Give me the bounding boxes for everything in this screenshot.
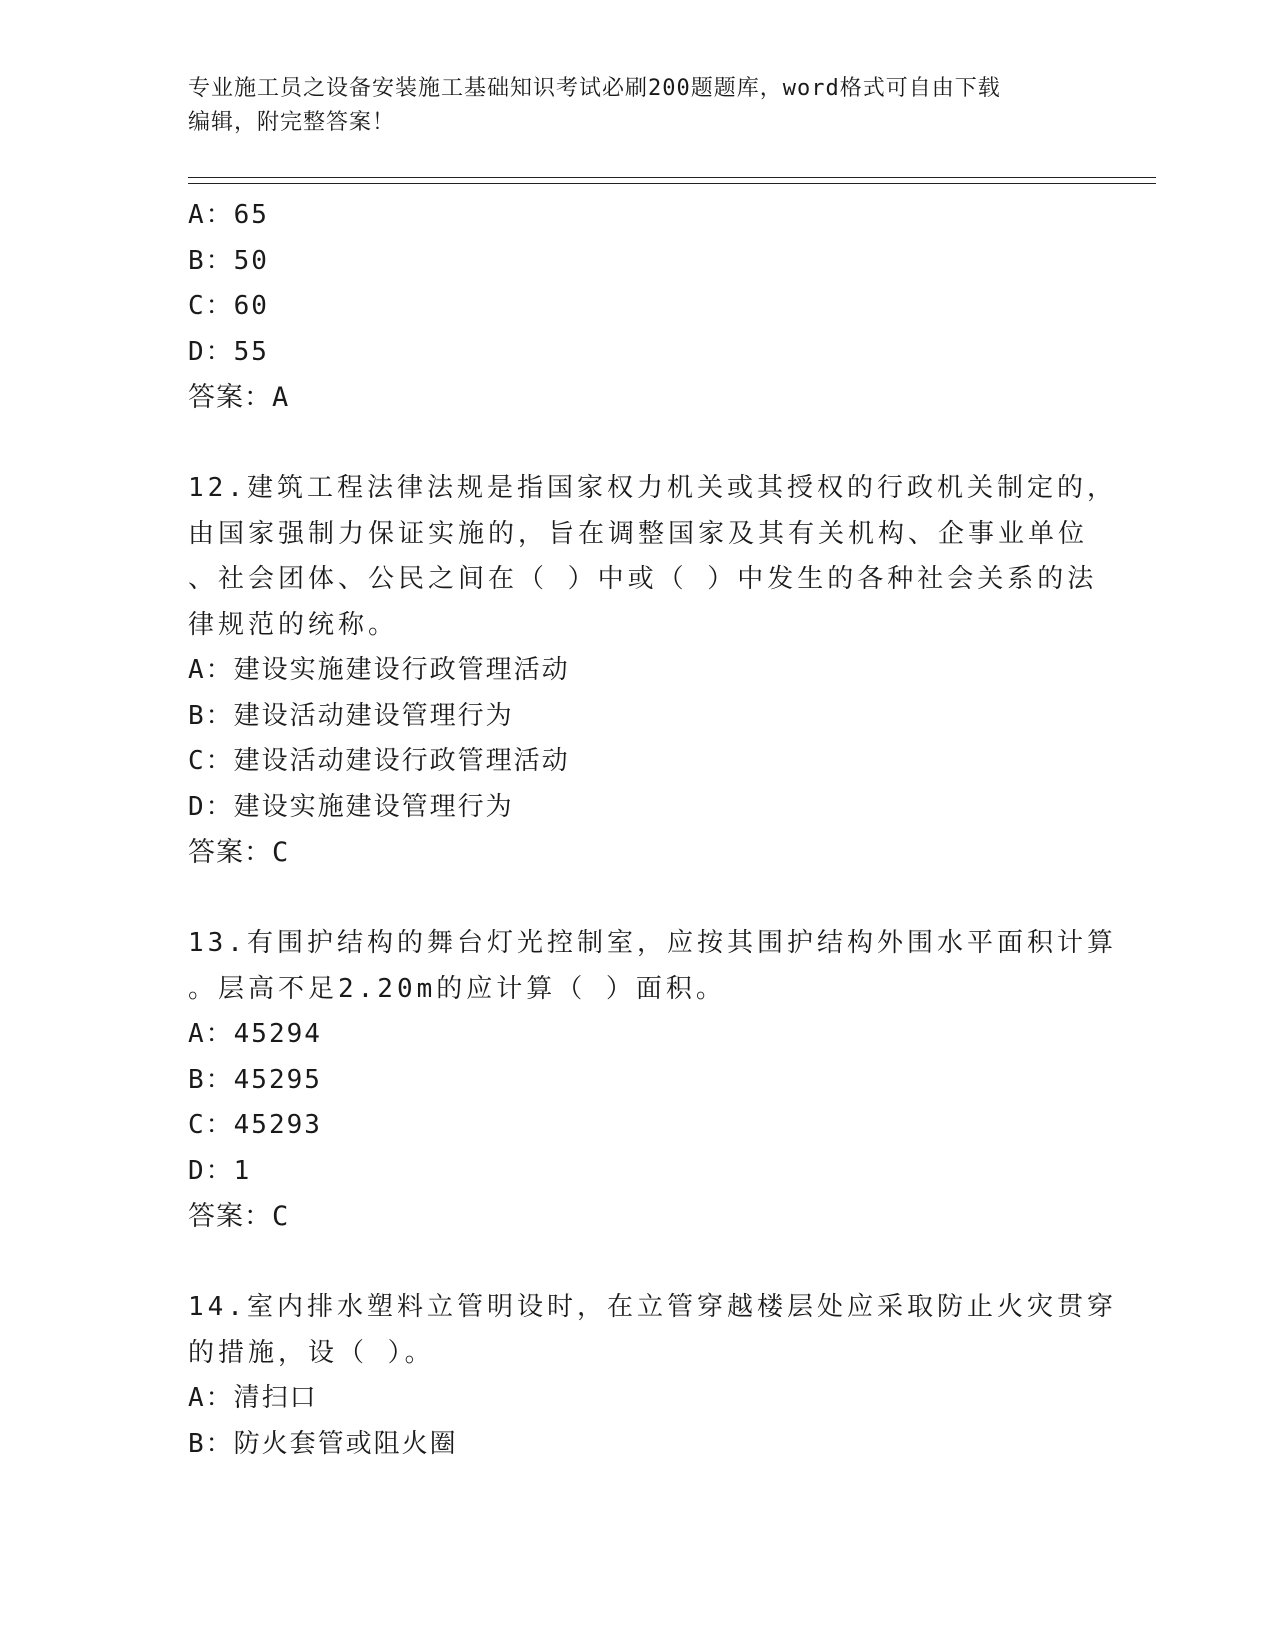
- question-list: [188, 193, 1117, 1467]
- spacer: [188, 876, 1088, 922]
- header-title-line-2: 编辑，附完整答案！: [188, 110, 396, 135]
- question-text-line: 、社会团体、公民之间在（ ）中或（ ）中发生的各种社会关系的法: [188, 564, 1098, 594]
- option-b: B：防火套管或阻火圈: [188, 1428, 458, 1459]
- answer: 答案：A: [188, 382, 290, 413]
- question-text-line: 由国家强制力保证实施的，旨在调整国家及其有关机构、企事业单位: [188, 518, 1089, 549]
- header-divider-top: [188, 177, 1156, 178]
- option-d: D：55: [188, 336, 269, 367]
- header-title-line-1: 专业施工员之设备安装施工基础知识考试必刷200题题库，word格式可自由下载: [188, 76, 1001, 101]
- question-12: [188, 466, 1117, 876]
- option-d: D：建设实施建设管理行为: [188, 791, 514, 822]
- option-a: A：45294: [188, 1019, 322, 1049]
- question-text: [188, 1285, 1117, 1376]
- question-text-line: 的措施，设（ ）。: [188, 1337, 435, 1368]
- option-d: D：1: [188, 1155, 252, 1186]
- spacer: [188, 1240, 1088, 1286]
- option-b: B：50: [188, 245, 269, 276]
- option-c: C：60: [188, 291, 269, 321]
- question-14: [188, 1285, 1117, 1467]
- answer: 答案：C: [188, 837, 290, 868]
- option-a: A：65: [188, 200, 269, 230]
- option-a: A：清扫口: [188, 1383, 318, 1413]
- question-text: [188, 466, 1117, 648]
- question-11-continuation: [188, 193, 1088, 421]
- question-text-line: 14.室内排水塑料立管明设时，在立管穿越楼层处应采取防止火灾贯穿: [188, 1292, 1117, 1322]
- option-c: C：45293: [188, 1110, 322, 1140]
- question-13: [188, 921, 1117, 1240]
- answer: 答案：C: [188, 1201, 290, 1232]
- option-b: B：建设活动建设管理行为: [188, 700, 514, 731]
- document-header: [188, 72, 1088, 140]
- question-text-line: 12.建筑工程法律法规是指国家权力机关或其授权的行政机关制定的，: [188, 473, 1117, 503]
- option-c: C：建设活动建设行政管理活动: [188, 746, 570, 776]
- header-divider-bottom: [188, 183, 1156, 184]
- question-text: [188, 921, 1117, 1012]
- question-text-line: 。层高不足2.20m的应计算（ ）面积。: [188, 973, 726, 1004]
- option-b: B：45295: [188, 1064, 322, 1095]
- spacer: [188, 421, 1088, 467]
- question-text-line: 13.有围护结构的舞台灯光控制室，应按其围护结构外围水平面积计算: [188, 928, 1117, 958]
- option-a: A：建设实施建设行政管理活动: [188, 655, 570, 685]
- question-text-line: 律规范的统称。: [188, 609, 399, 640]
